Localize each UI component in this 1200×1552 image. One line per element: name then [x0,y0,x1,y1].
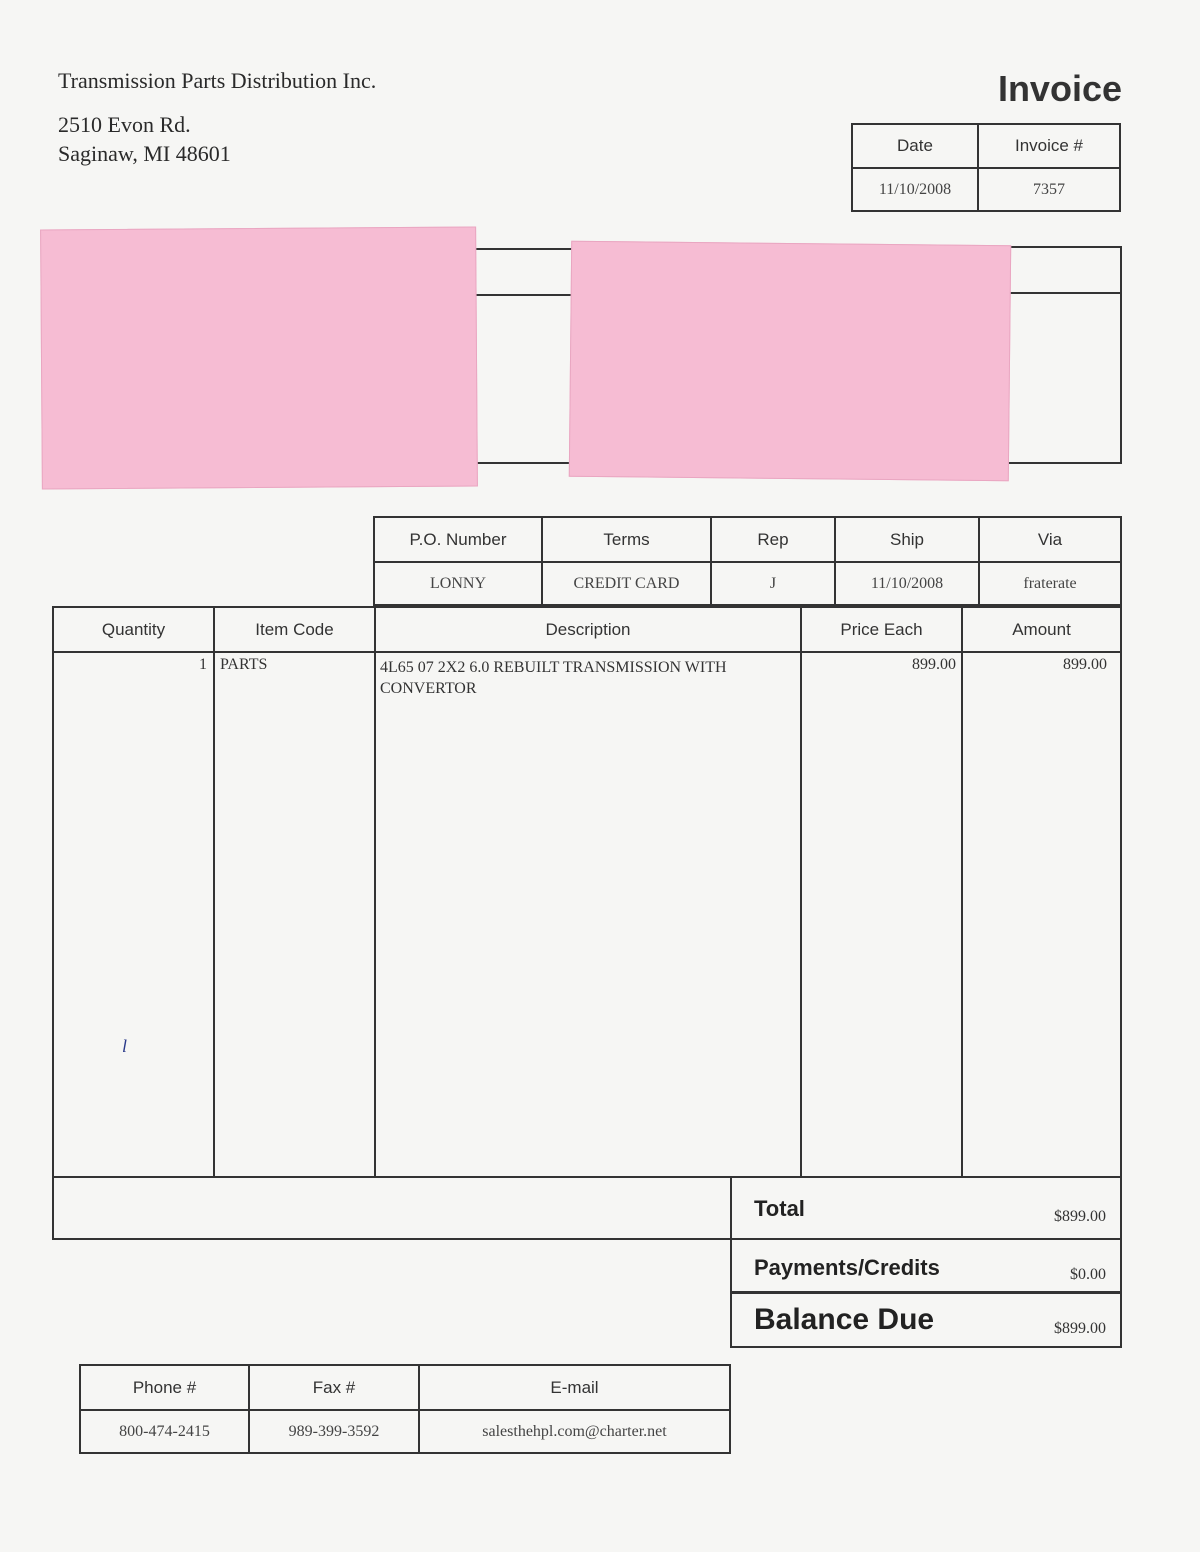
company-name: Transmission Parts Distribution Inc. [58,68,377,93]
rep-header: Rep [711,517,835,562]
via-value: fraterate [979,562,1121,605]
phone-header: Phone # [80,1365,249,1410]
total-label: Total [754,1196,805,1221]
invoice-header-table [851,123,1121,212]
po-number-value: LONNY [374,562,542,605]
fax-value: 989-399-3592 [249,1410,419,1453]
item-price-each: 899.00 [912,656,956,673]
contact-table [79,1364,731,1454]
handwritten-mark: l [122,1036,128,1056]
terms-value: CREDIT CARD [542,562,711,605]
item-quantity: 1 [199,656,207,673]
date-label: Date [852,124,978,168]
memo-box [52,1176,732,1240]
description-header: Description [545,620,631,639]
total-row [730,1176,1122,1240]
quantity-header: Quantity [101,620,166,639]
invoice-date: 11/10/2008 [852,168,978,211]
item-code-header: Item Code [255,620,334,639]
company-address-line1: 2510 Evon Rd. [58,112,191,137]
balance-value: $899.00 [1054,1320,1106,1337]
line-items-table [52,606,1122,1178]
company-address-line2: Saginaw, MI 48601 [58,141,231,166]
payments-label: Payments/Credits [754,1255,940,1280]
balance-label: Balance Due [754,1303,935,1336]
phone-value: 800-474-2415 [80,1410,249,1453]
redaction-sticky-note-left [40,226,478,489]
payments-row [730,1238,1122,1294]
invoice-number-label: Invoice # [978,124,1120,168]
price-each-header: Price Each [840,620,923,639]
page-title: Invoice [997,68,1122,109]
ship-value: 11/10/2008 [835,562,979,605]
payments-value: $0.00 [1070,1266,1106,1283]
via-header: Via [979,517,1121,562]
terms-header: Terms [542,517,711,562]
po-number-header: P.O. Number [374,517,542,562]
fax-header: Fax # [249,1365,419,1410]
item-code: PARTS [220,656,268,673]
email-value: salesthehpl.com@charter.net [419,1410,730,1453]
ship-header: Ship [835,517,979,562]
balance-row [730,1292,1122,1348]
amount-header: Amount [1012,620,1071,639]
invoice-number: 7357 [978,168,1120,211]
total-value: $899.00 [1054,1208,1106,1225]
item-description: 4L65 07 2X2 6.0 REBUILT TRANSMISSION WITH CONVERTOR [380,659,727,697]
redaction-sticky-note-right [569,241,1011,482]
item-amount: 899.00 [1063,656,1107,673]
order-info-table [373,516,1122,606]
email-header: E-mail [419,1365,730,1410]
rep-value: J [711,562,835,605]
